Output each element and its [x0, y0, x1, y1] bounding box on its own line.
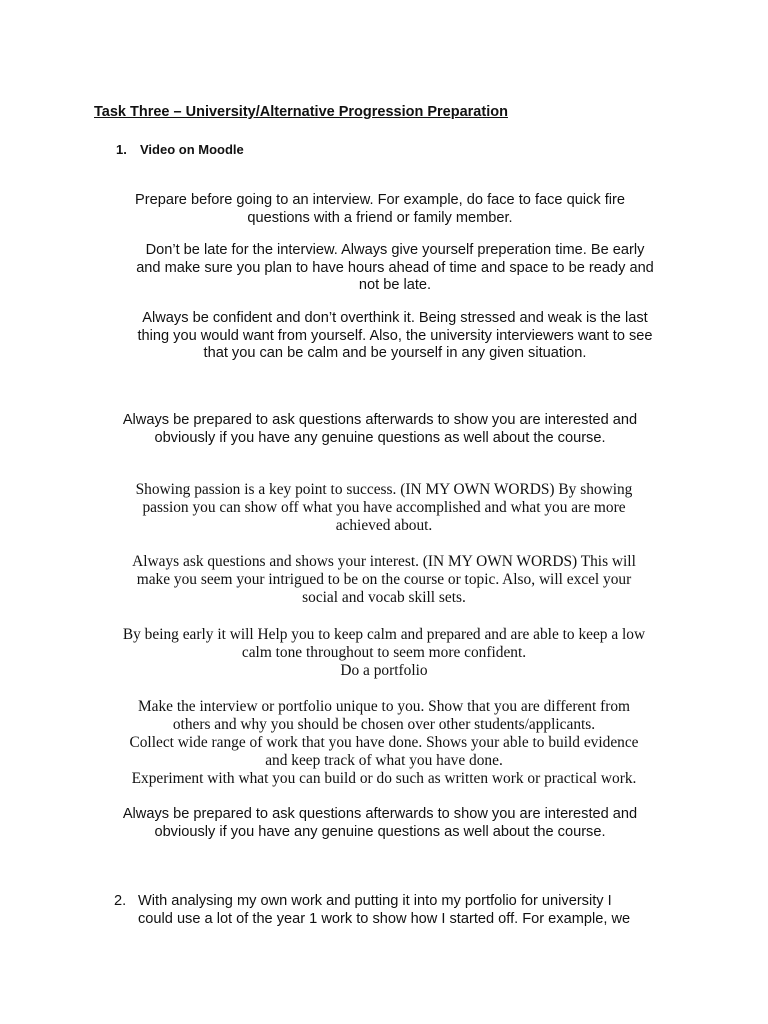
paragraph-prepare: Prepare before going to an interview. For example, do face to face quick fire questions with a friend or family member.	[135, 192, 625, 226]
list-number-1: 1.	[116, 142, 127, 157]
paragraph-being-early: By being early it will Help you to keep calm and prepared and are able to keep a low calm tone throughout to seem more confident. Do a portfolio	[122, 626, 646, 679]
paragraph-portfolio-unique: Make the interview or portfolio unique to you. Show that you are different from others and why you should be chosen over other students/applicants. Collect wide range of work that you have done. Shows your able to build evidence and keep track of what you have done. Experiment with what you can build or do such as written work or practical work.	[129, 698, 639, 787]
document-heading: Task Three – University/Alternative Progression Preparation	[94, 104, 508, 120]
list-item-analysing-work: With analysing my own work and putting it into my portfolio for university I could use a lot of the year 1 work to show how I started off. For example, we	[138, 893, 631, 927]
paragraph-ask-questions: Always be prepared to ask questions afterwards to show you are interested and obviously if you have any genuine questions as well about the course.	[122, 412, 638, 446]
paragraph-be-confident: Always be confident and don’t overthink it. Being stressed and weak is the last thing you would want from yourself. Also, the university interviewers want to see that you can be calm and be yourself in any given situation.	[137, 310, 653, 361]
list-item-video-on-moodle: Video on Moodle	[140, 142, 244, 157]
paragraph-showing-passion: Showing passion is a key point to success. (IN MY OWN WORDS) By showing passion you can show off what you have accomplished and what you are more achieved about.	[135, 481, 633, 534]
paragraph-dont-be-late: Don’t be late for the interview. Always give yourself preperation time. Be early and make sure you plan to have hours ahead of time and space to be ready and not be late.	[136, 242, 654, 293]
list-number-2: 2.	[114, 893, 127, 909]
paragraph-ask-questions-repeat: Always be prepared to ask questions afterwards to show you are interested and obviously if you have any genuine questions as well about the course.	[122, 806, 638, 840]
paragraph-ask-interest: Always ask questions and shows your interest. (IN MY OWN WORDS) This will make you seem your intrigued to be on the course or topic. Also, will excel your social and vocab skill sets.	[132, 553, 636, 606]
